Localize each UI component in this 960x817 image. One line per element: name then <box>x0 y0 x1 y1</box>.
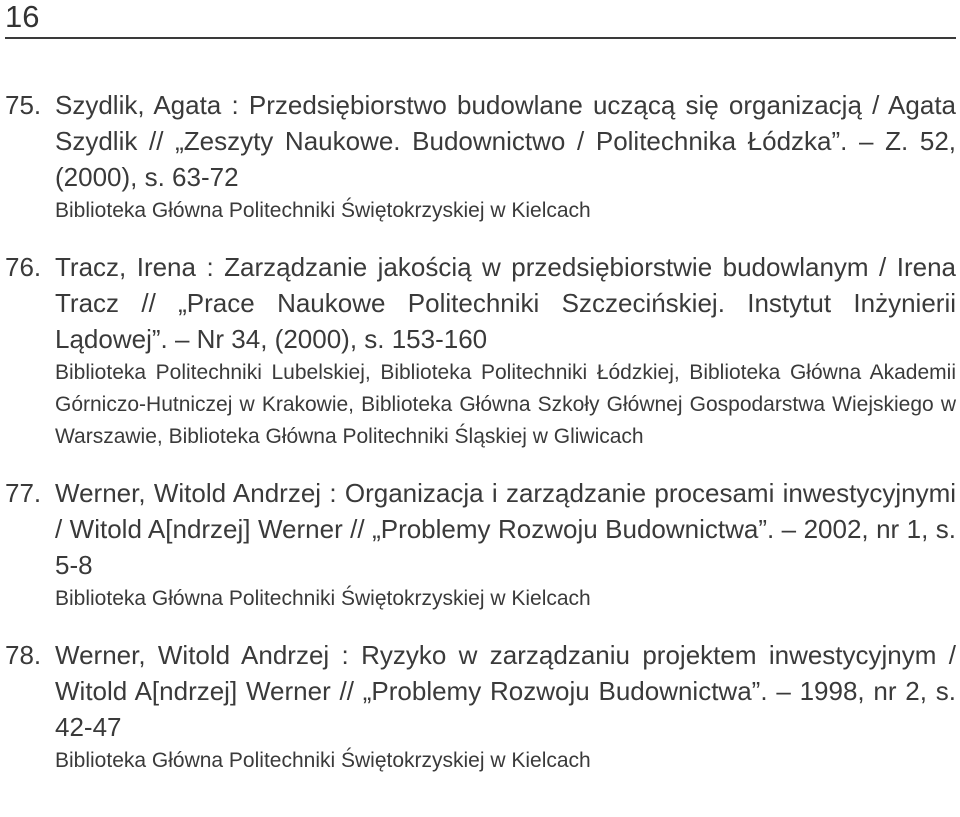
entry-number: 77. <box>5 478 42 508</box>
bibliography-entry <box>5 475 956 615</box>
entry-citation <box>5 87 956 195</box>
bibliography-entry <box>5 249 956 453</box>
bibliography-entry <box>5 637 956 777</box>
entry-number: 75. <box>5 90 42 120</box>
bibliography-entry <box>5 87 956 227</box>
entry-citation-text: Szydlik, Agata : Przedsiębiorstwo budowlane uczącą się organizacją / Agata Szydlik // „Zeszyty Naukowe. Budownictwo / Politechnika Łódzka”. – Z. 52, (2000), s. 63-72 <box>55 90 956 192</box>
header-rule <box>5 37 956 39</box>
entry-number: 76. <box>5 252 42 282</box>
entry-citation <box>5 637 956 745</box>
entry-citation-text: Tracz, Irena : Zarządzanie jakością w przedsiębiorstwie budowlanym / Irena Tracz // „Prace Naukowe Politechniki Szczecińskiej. Instytut Inżynierii Lądowej”. – Nr 34, (2000), s. 153-160 <box>55 252 956 354</box>
entry-holdings: Biblioteka Główna Politechniki Świętokrzyskiej w Kielcach <box>55 587 591 610</box>
entry-citation <box>5 249 956 357</box>
entry-holdings: Biblioteka Politechniki Lubelskiej, Biblioteka Politechniki Łódzkiej, Biblioteka Główna Akademii Górniczo-Hutniczej w Krakowie, Biblioteka Główna Szkoły Głównej Gospodarstwa Wiejskiego w Warszawie, Biblioteka Główna Politechniki Śląskiej w Gliwicach <box>55 361 956 448</box>
entry-citation-text: Werner, Witold Andrzej : Ryzyko w zarządzaniu projektem inwestycyjnym / Witold A[ndrzej] Werner // „Problemy Rozwoju Budownictwa”. – 1998, nr 2, s. 42-47 <box>55 640 956 742</box>
page-number: 16 <box>5 0 40 34</box>
entry-holdings: Biblioteka Główna Politechniki Świętokrzyskiej w Kielcach <box>55 749 591 772</box>
entry-citation-text: Werner, Witold Andrzej : Organizacja i zarządzanie procesami inwestycyjnymi / Witold A[ndrzej] Werner // „Problemy Rozwoju Budownictwa”. – 2002, nr 1, s. 5-8 <box>55 478 956 580</box>
entry-number: 78. <box>5 640 42 670</box>
entry-citation <box>5 475 956 583</box>
entry-holdings: Biblioteka Główna Politechniki Świętokrzyskiej w Kielcach <box>55 199 591 222</box>
bibliography-list <box>5 87 956 777</box>
